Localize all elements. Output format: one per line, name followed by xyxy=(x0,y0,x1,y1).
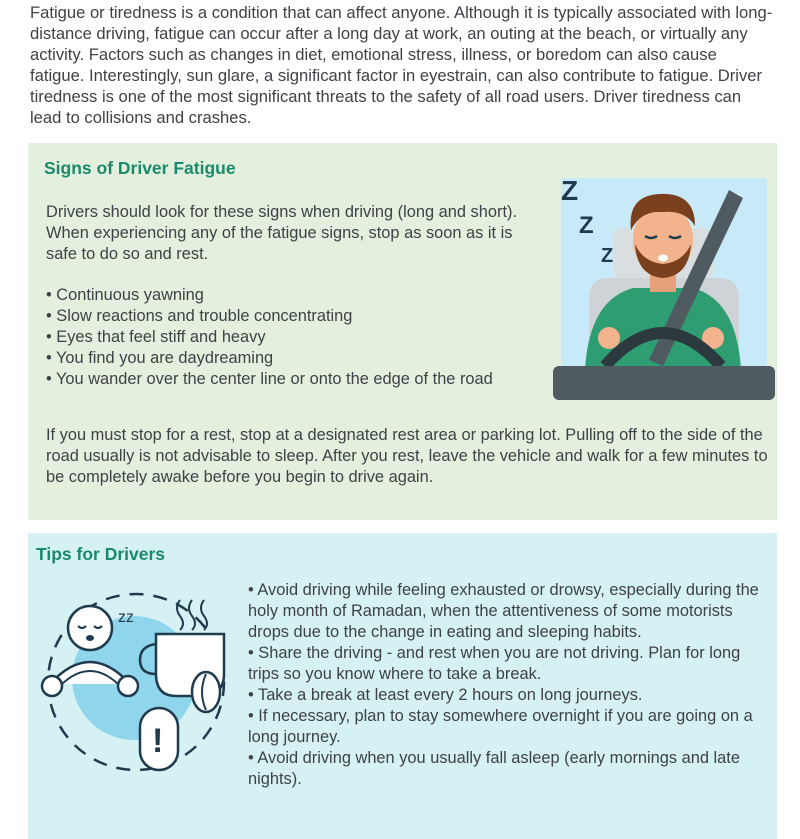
signs-heading: Signs of Driver Fatigue xyxy=(44,158,236,178)
list-item: • Take a break at least every 2 hours on long journeys. xyxy=(248,686,643,704)
sleepy-driver-illustration xyxy=(553,170,775,406)
sleep-z-icon: Z xyxy=(601,245,614,267)
tips-list xyxy=(248,580,768,790)
intro-paragraph: Fatigue or tiredness is a condition that can affect anyone. Although it is typically associated with long-distance driving, fatigue can occur after a long day at work, an outing at the beach, or virtually any activity. Factors such as changes in diet, emotional stress, illness, or boredom can also cause fatigue. Interestingly, sun glare, a significant factor in eyestrain, can also contribute to fatigue. Driver tiredness is one of the most significant threats to the safety of all road users. Driver tiredness can lead to collisions and crashes. xyxy=(30,3,773,127)
list-item: • Share the driving - and rest when you are not driving. Plan for long trips so you know where to take a break. xyxy=(248,644,741,683)
rest-advice: If you must stop for a rest, stop at a designated rest area or parking lot. Pulling off to the side of the road usually is not advisable to sleep. After you rest, leave the vehicle and walk for a few minutes to be completely awake before you begin to drive again. xyxy=(46,426,768,486)
svg-text:!: ! xyxy=(152,722,164,760)
sleep-z-icon: Z xyxy=(579,212,594,239)
sleep-z-icon: Z xyxy=(561,175,579,206)
drowsy-driver-icon xyxy=(36,582,236,782)
list-item: • Slow reactions and trouble concentrating xyxy=(46,307,353,325)
list-item: • Eyes that feel stiff and heavy xyxy=(46,328,266,346)
list-item: • Avoid driving when you usually fall asleep (early mornings and late nights). xyxy=(248,749,740,788)
list-item: • If necessary, plan to stay somewhere overnight if you are going on a long journey. xyxy=(248,707,753,746)
list-item: • You wander over the center line or onto the edge of the road xyxy=(46,370,493,388)
zz-label: zz xyxy=(118,609,134,626)
list-item: • Avoid driving while feeling exhausted or drowsy, especially during the holy month of Ramadan, when the attentiveness of some motorists drops due to the change in eating and sleeping habits. xyxy=(248,581,759,641)
tips-heading: Tips for Drivers xyxy=(36,544,166,564)
signs-intro: Drivers should look for these signs when driving (long and short). When experiencing any of the fatigue signs, stop as soon as it is safe to do so and rest. xyxy=(46,203,518,263)
signs-list xyxy=(46,285,496,390)
list-item: • Continuous yawning xyxy=(46,286,204,304)
sleepy-face-icon xyxy=(68,606,112,650)
list-item: • You find you are daydreaming xyxy=(46,349,274,367)
